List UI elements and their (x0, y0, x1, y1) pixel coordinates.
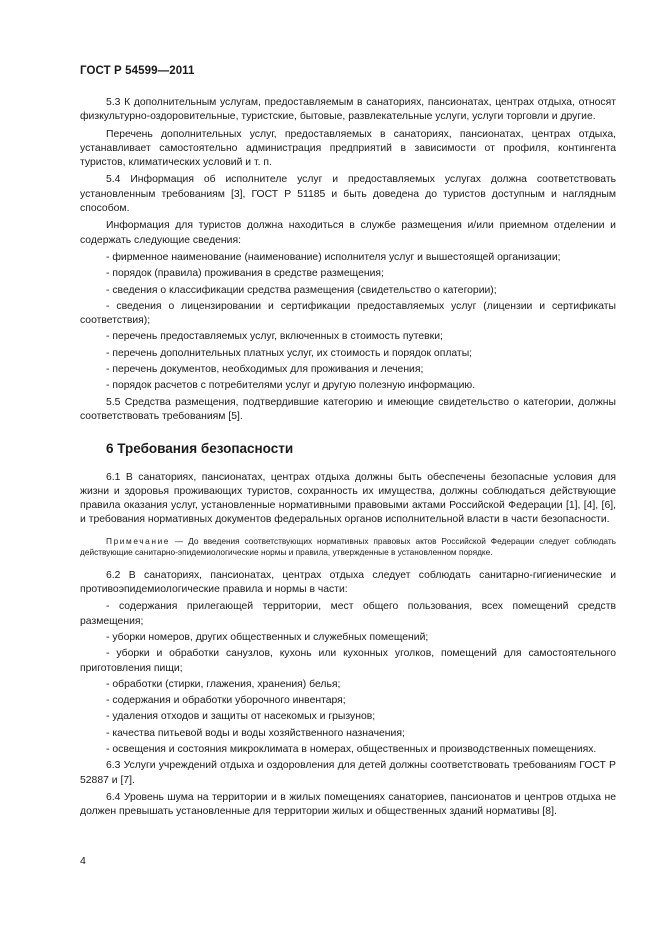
note-paragraph (80, 536, 616, 559)
paragraph-6-1: 6.1 В санаториях, пансионатах, центрах отдыха должны быть обеспечены безопасные условия для жизни и здоровья проживающих туристов, сохранность их имущества, должны соблюдаться действующие правила оказания услуг, установленные нормативными правовыми актами Российской Федерации [1], [4], [6], и требования нормативных документов федеральных органов исполнительной власти в части безопасности. (80, 471, 616, 526)
list-item: - сведения о лицензировании и сертификации предоставляемых услуг (лицензии и сертификаты соответствия); (80, 300, 616, 327)
page-number: 4 (80, 855, 86, 867)
list-item: - перечень документов, необходимых для проживания и лечения; (106, 364, 424, 376)
list-item: - обработки (стирки, глажения, хранения) белья; (106, 678, 341, 690)
list-item: - порядок (правила) проживания в средстве размещения; (106, 268, 384, 280)
list-item: - перечень предоставляемых услуг, включенных в стоимость путевки; (106, 331, 443, 343)
list-item: - содержания и обработки уборочного инвентаря; (106, 695, 346, 707)
list-item: - порядок расчетов с потребителями услуг и другую полезную информацию. (106, 380, 476, 392)
document-code-header: ГОСТ Р 54599—2011 (80, 65, 195, 77)
paragraph-5-3-list: Перечень дополнительных услуг, предоставляемых в санаториях, пансионатах, центрах отдыха, устанавливает самостоятельно администрация предприятий в зависимости от профиля, контингента туристов, климатических условий и т. п. (80, 128, 616, 169)
paragraph-5-4: 5.4 Информация об исполнителе услуг и предоставляемых услугах должна соответствовать установленным требованиям [3], ГОСТ Р 51185 и быть доведена до туристов доступным и наглядным способом. (80, 174, 616, 215)
list-item: - уборки и обработки санузлов, кухонь или кухонных уголков, помещений для самостоятельного приготовления пищи; (80, 648, 616, 674)
list-item: - освещения и состояния микроклимата в номерах, общественных и производственных помещениях. (106, 743, 597, 755)
section-6-heading: 6 Требования безопасности (106, 441, 294, 457)
document-body (80, 96, 616, 822)
paragraph-6-4: 6.4 Уровень шума на территории и в жилых помещениях санаториев, пансионатов и центров отдыха не должен превышать установленные для территории жилых и общественных зданий нормативы [8]. (80, 791, 616, 818)
paragraph-5-4-info: Информация для туристов должна находиться в службе размещения и/или приемном отделении и содержать следующие сведения: (80, 220, 616, 246)
note-text: — До введения соответствующих нормативных правовых актов Российской Федерации следует соблюдать действующие санитарно-эпидемиологические нормы и правила, утвержденные в установленном порядке. (80, 535, 616, 558)
list-item: - перечень дополнительных платных услуг, их стоимость и порядок оплаты; (106, 347, 473, 359)
paragraph-5-3: 5.3 К дополнительным услугам, предоставляемым в санаториях, пансионатах, центрах отдыха, относят физкультурно-оздоровительные, туристские, бытовые, развлекательные услуги, услуги торговли и другие. (80, 97, 616, 123)
list-item: - качества питьевой воды и воды хозяйственного назначения; (106, 727, 405, 739)
list-item: - сведения о классификации средства размещения (свидетельство о категории); (106, 284, 497, 296)
list-item: - фирменное наименование (наименование) исполнителя услуг и вышестоящей организации; (106, 251, 561, 263)
paragraph-6-2: 6.2 В санаториях, пансионатах, центрах отдыха следует соблюдать санитарно-гигиенические и противоэпидемиологические правила и нормы в части: (80, 569, 616, 596)
list-item: - удаления отходов и защиты от насекомых и грызунов; (106, 711, 376, 723)
list-item: - уборки номеров, других общественных и служебных помещений; (106, 631, 429, 643)
list-item: - содержания прилегающей территории, мест общего пользования, всех помещений средств размещения; (80, 601, 616, 627)
paragraph-6-3: 6.3 Услуги учреждений отдыха и оздоровления для детей должны соответствовать требованиям ГОСТ Р 52887 и [7]. (80, 760, 616, 786)
paragraph-5-5: 5.5 Средства размещения, подтвердившие категорию и имеющие свидетельство о категории, должны соответствовать требованиям [5]. (80, 396, 616, 422)
note-label: Примечание (106, 535, 171, 546)
